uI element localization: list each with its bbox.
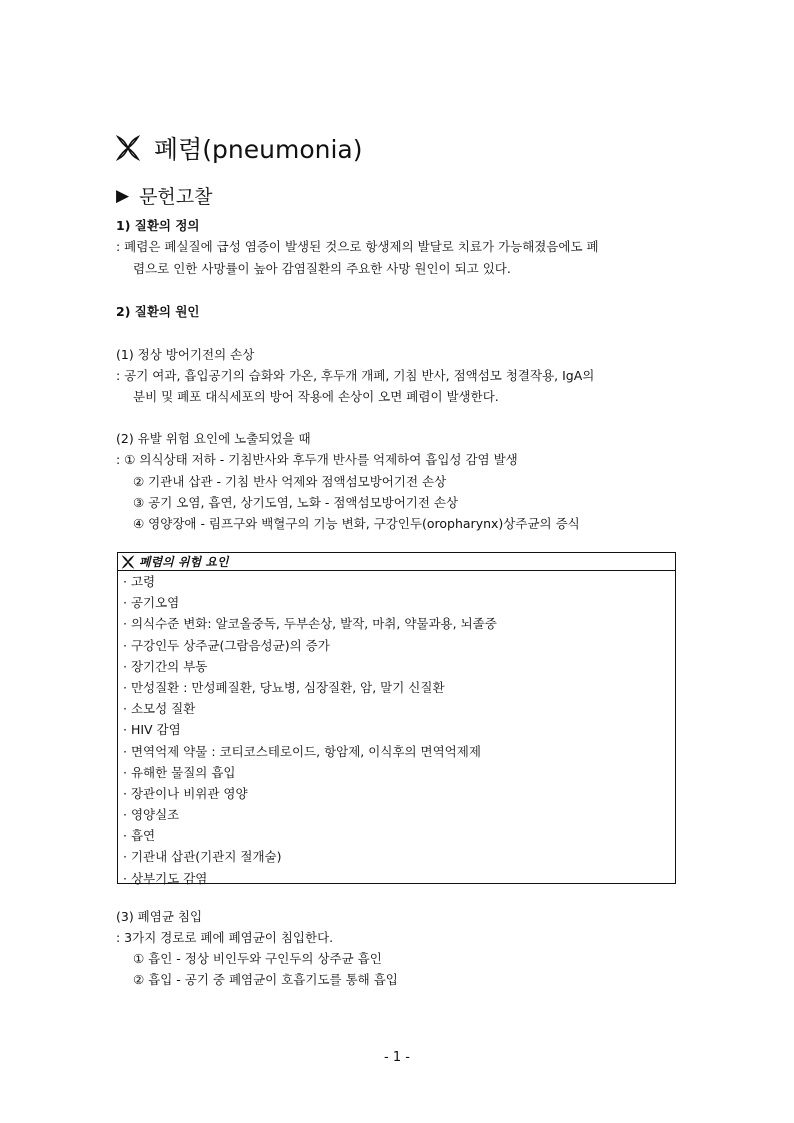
- cause-sub2-line-1: : ① 의식상태 저하 - 기침반사와 후두개 반사를 억제하여 흡입성 감염 발생: [116, 452, 518, 467]
- list-item: · 공기오염: [123, 595, 180, 611]
- list-item: · 영양실조: [123, 807, 180, 823]
- list-item: · 고령: [123, 574, 156, 589]
- list-item: · 구강인두 상주균(그람음성균)의 증가: [123, 637, 330, 653]
- list-item: · 유해한 물질의 흡입: [123, 764, 236, 780]
- list-item: · 만성질환 : 만성폐질환, 당뇨병, 심장질환, 암, 말기 신질환: [123, 679, 445, 695]
- section-heading-text: 문헌고찰: [139, 186, 213, 208]
- page-number: - 1 -: [384, 1050, 410, 1065]
- definition-heading: 1) 질환의 정의: [116, 218, 200, 233]
- cause-sub2-line-4: ④ 영양장애 - 림프구와 백혈구의 기능 변화, 구강인두(oropharynx)상주균의 증식: [133, 516, 580, 531]
- risk-box-title: 폐렴의 위험 요인: [139, 555, 229, 569]
- cause-sub2-line-2: ② 기관내 삽관 - 기침 반사 억제와 점액섬모방어기전 손상: [133, 474, 447, 489]
- risk-factor-list: [118, 571, 675, 889]
- cause-sub1-line-1: : 공기 여과, 흡입공기의 습화와 가온, 후두개 개폐, 기침 반사, 점액섬모 청결작용, IgA의: [116, 368, 595, 383]
- title-text: 폐렴(pneumonia): [154, 135, 363, 164]
- cause-sub2-title: (2) 유발 위험 요인에 노출되었을 때: [116, 431, 311, 446]
- list-item: · 소모성 질환: [123, 701, 196, 717]
- ornament-icon: [114, 134, 142, 162]
- list-item: · 기관내 삽관(기관지 절개술): [123, 849, 282, 865]
- ornament-icon: [121, 555, 135, 569]
- list-item: · 흡연: [123, 828, 156, 844]
- cause-sub3-line-2: ① 흡인 - 정상 비인두와 구인두의 상주균 흡인: [133, 951, 382, 966]
- risk-box-header: [118, 553, 675, 571]
- cause-sub2-line-3: ③ 공기 오염, 흡연, 상기도염, 노화 - 점액섬모방어기전 손상: [133, 495, 459, 510]
- list-item: · 의식수준 변화: 알코올중독, 두부손상, 발작, 마취, 약물과용, 뇌졸중: [123, 616, 497, 632]
- list-item: · 장기간의 부동: [123, 658, 208, 674]
- cause-sub1-title: (1) 정상 방어기전의 손상: [116, 347, 255, 362]
- list-item: · 장관이나 비위관 영양: [123, 785, 248, 801]
- cause-sub1-line-2: 분비 및 폐포 대식세포의 방어 작용에 손상이 오면 폐렴이 발생한다.: [133, 389, 499, 404]
- definition-line-1: : 폐렴은 폐실질에 급성 염증이 발생된 것으로 항생제의 발달로 치료가 가능해졌음에도 폐: [116, 239, 599, 254]
- cause-sub3-line-3: ② 흡입 - 공기 중 폐염균이 호흡기도를 통해 흡입: [133, 972, 398, 987]
- section-heading: [116, 182, 213, 209]
- cause-sub3-title: (3) 폐염균 침입: [116, 909, 203, 924]
- page-title: [114, 130, 363, 166]
- list-item: · 면역억제 약물 : 코티코스테로이드, 항암제, 이식후의 면역억제제: [123, 743, 481, 759]
- cause-sub3-line-1: : 3가지 경로로 폐에 폐염균이 침입한다.: [116, 930, 334, 945]
- list-item: · 상부기도 감염: [123, 870, 208, 886]
- definition-line-2: 렴으로 인한 사망률이 높아 감염질환의 주요한 사망 원인이 되고 있다.: [133, 261, 511, 276]
- triangle-right-icon: ▶: [116, 185, 130, 206]
- list-item: · HIV 감염: [123, 722, 181, 738]
- risk-factor-box: [117, 552, 676, 884]
- cause-heading: 2) 질환의 원인: [116, 304, 200, 319]
